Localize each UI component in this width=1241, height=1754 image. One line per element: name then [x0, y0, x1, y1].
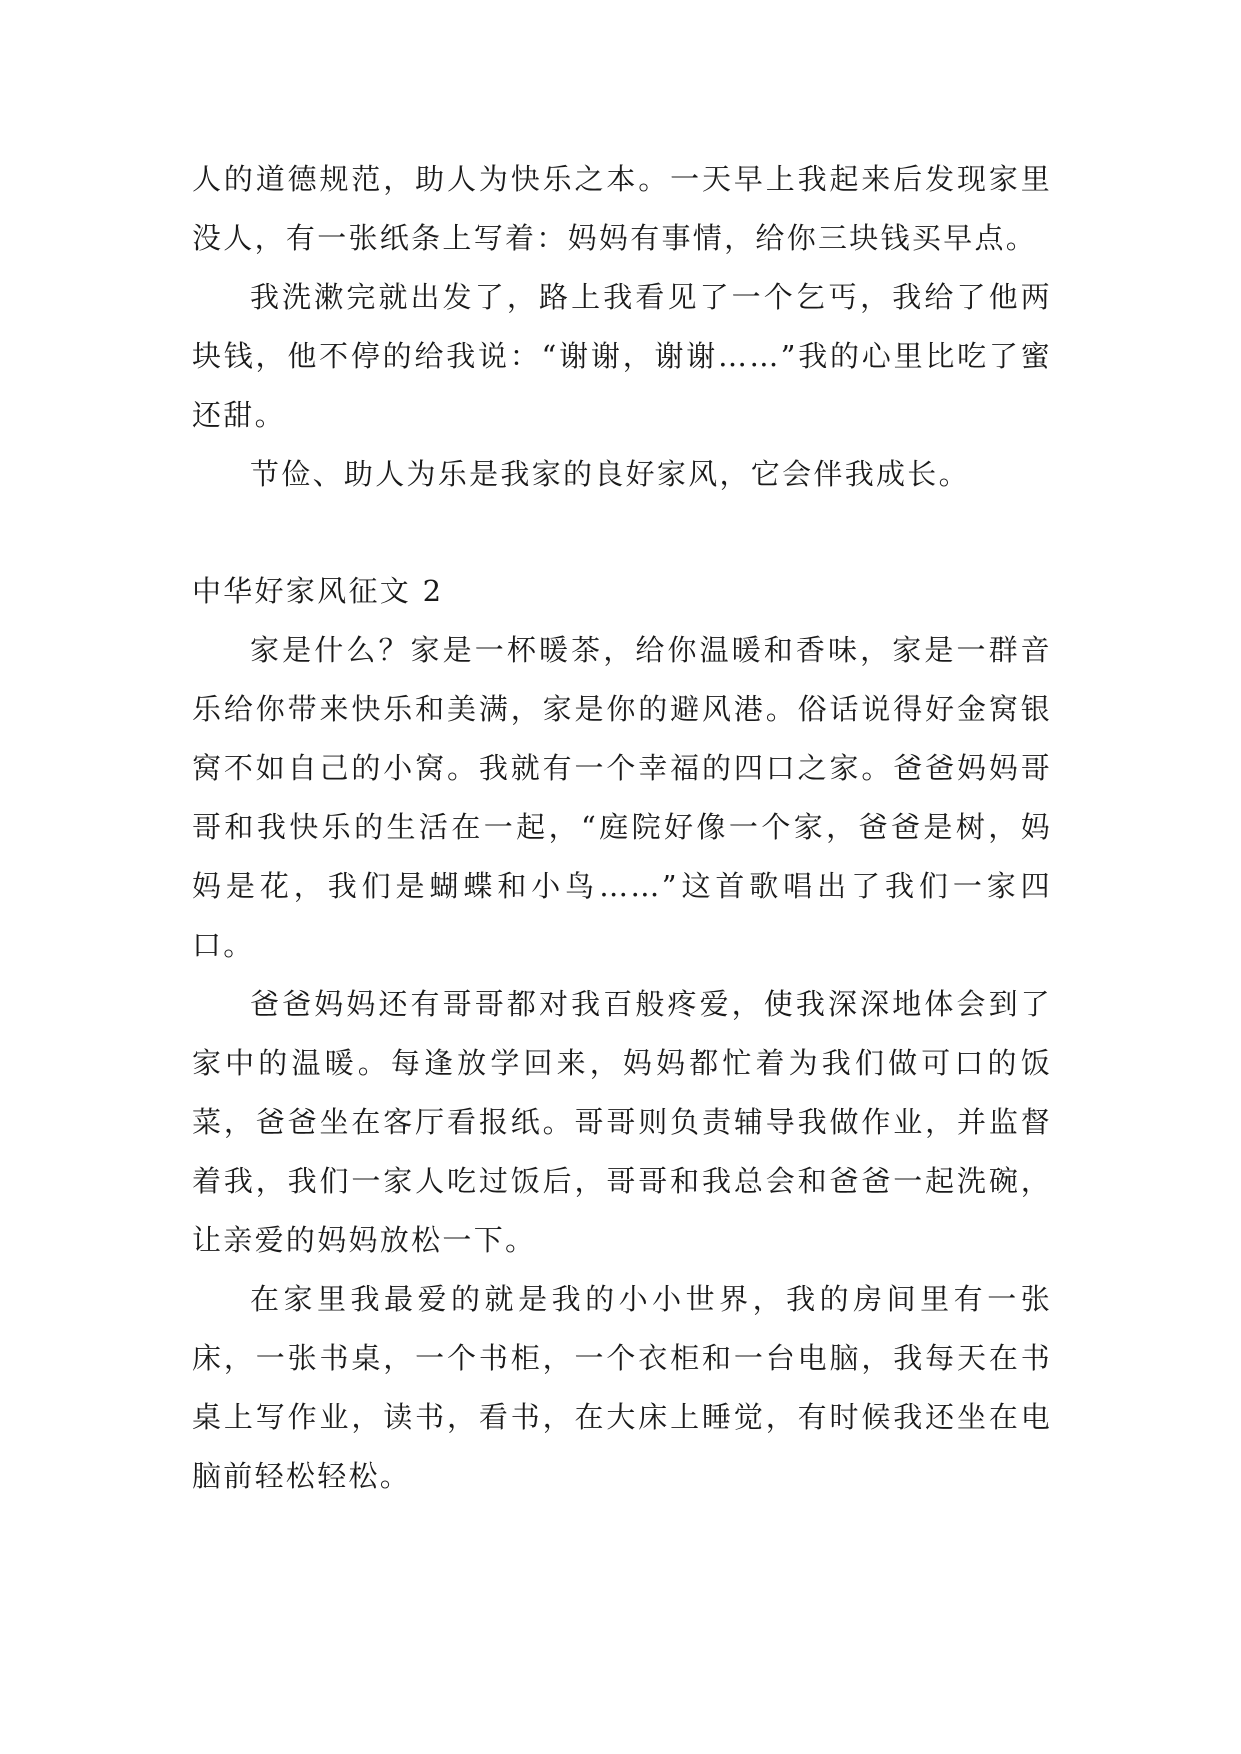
paragraph: 爸爸妈妈还有哥哥都对我百般疼爱，使我深深地体会到了家中的温暖。每逢放学回来，妈妈都忙着为我们做可口的饭菜，爸爸坐在客厅看报纸。哥哥则负责辅导我做作业，并监督着我，我们一家人吃过饭后，哥哥和我总会和爸爸一起洗碗，让亲爱的妈妈放松一下。 — [192, 987, 1052, 1257]
paragraph: 家是什么？家是一杯暖茶，给你温暖和香味，家是一群音乐给你带来快乐和美满，家是你的避风港。俗话说得好金窝银窝不如自己的小窝。我就有一个幸福的四口之家。爸爸妈妈哥哥和我快乐的生活在一起，“庭院好像一个家，爸爸是树，妈妈是花，我们是蝴蝶和小鸟……”这首歌唱出了我们一家四口。 — [192, 633, 1052, 962]
paragraph: 节俭、助人为乐是我家的良好家风，它会伴我成长。 — [250, 457, 970, 491]
document-body — [192, 150, 1052, 1506]
section-title: 中华好家风征文 2 — [192, 574, 444, 608]
paragraph: 在家里我最爱的就是我的小小世界，我的房间里有一张床，一张书桌，一个书柜，一个衣柜和一台电脑，我每天在书桌上写作业，读书，看书，在大床上睡觉，有时候我还坐在电脑前轻松轻松。 — [192, 1282, 1052, 1493]
paragraph-continued: 人的道德规范，助人为快乐之本。一天早上我起来后发现家里没人，有一张纸条上写着：妈妈有事情，给你三块钱买早点。 — [192, 162, 1052, 255]
paragraph: 我洗漱完就出发了，路上我看见了一个乞丐，我给了他两块钱，他不停的给我说：“谢谢，谢谢……”我的心里比吃了蜜还甜。 — [192, 280, 1052, 432]
section-spacer — [192, 504, 1052, 562]
